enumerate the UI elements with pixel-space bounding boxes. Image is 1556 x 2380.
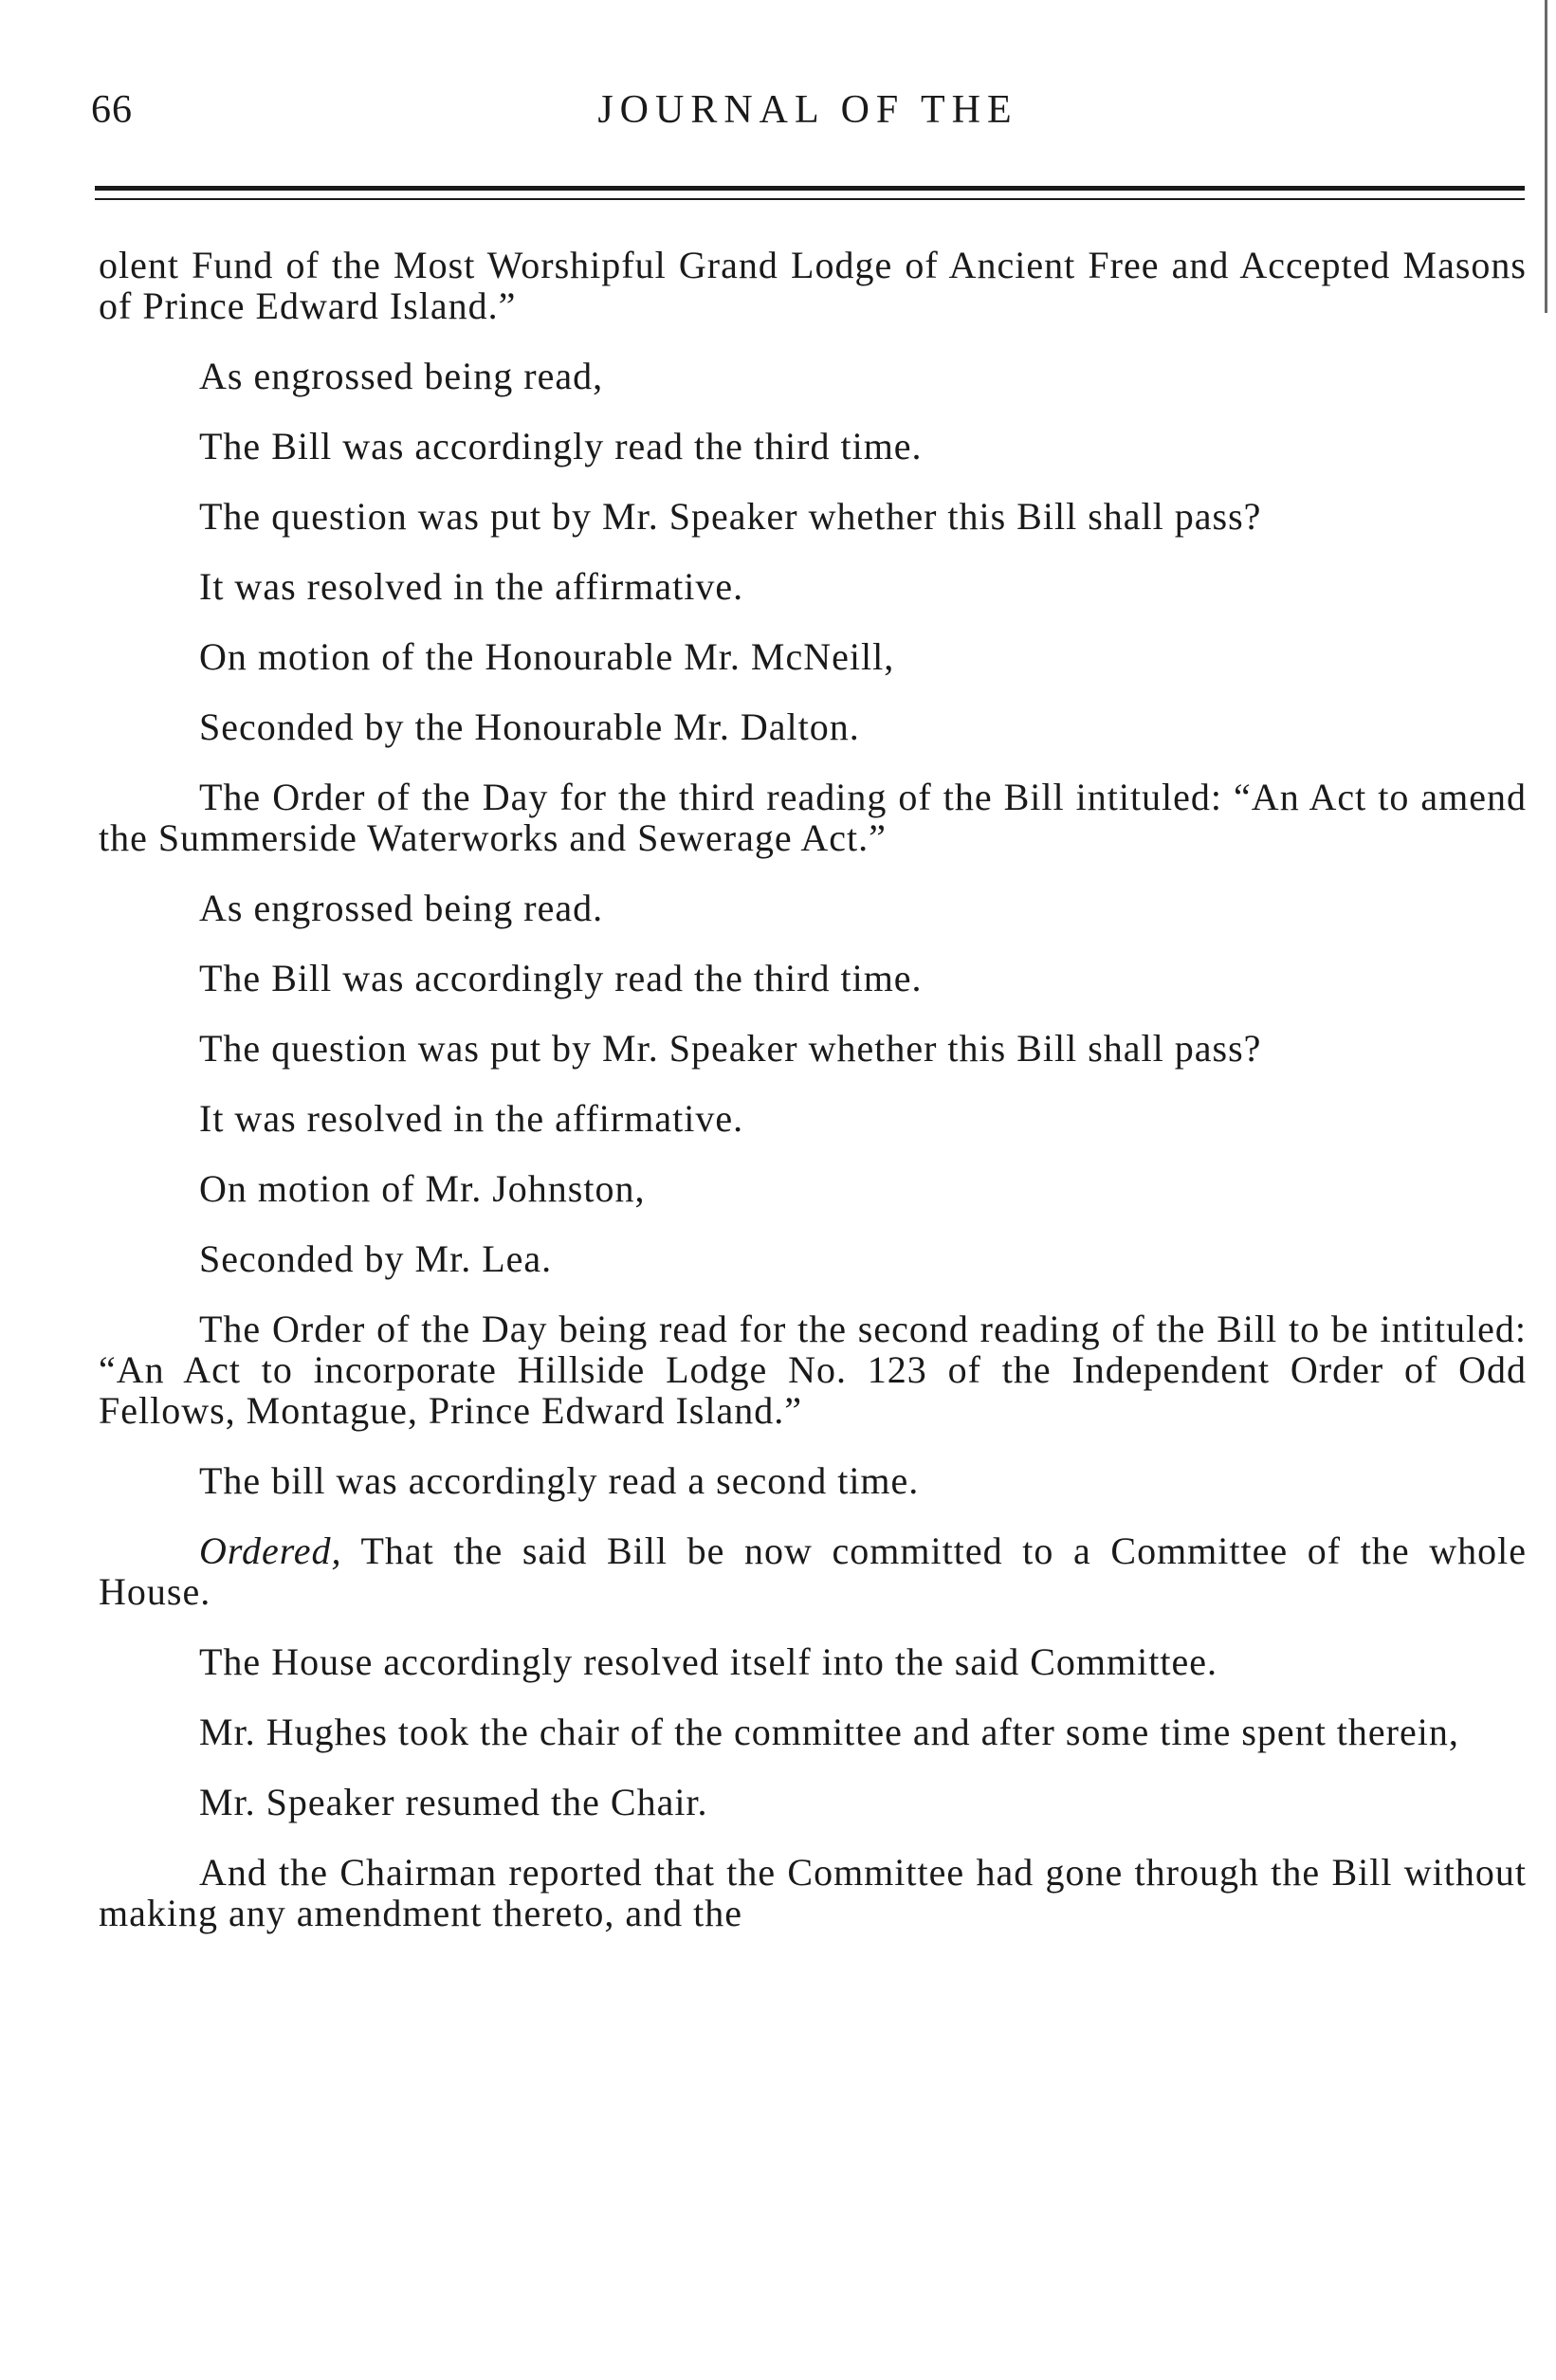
paragraph: The Order of the Day for the third reading of the Bill intituled: “An Act to amend the Summerside Waterworks and Sewerage Act.” [99,776,1527,859]
paragraph: And the Chairman reported that the Committee had gone through the Bill without making any amendment thereto, and the [99,1851,1527,1934]
paragraph: As engrossed being read. [199,887,604,929]
paragraph: The bill was accordingly read a second time. [199,1459,920,1502]
paragraph: The Bill was accordingly read the third time. [199,957,923,999]
page-number: 66 [91,88,133,132]
paragraph: On motion of the Honourable Mr. McNeill, [199,635,895,678]
paragraph-continuation: olent Fund of the Most Worshipful Grand Lodge of Ancient Free and Accepted Masons of Prince Edward Island.” [99,244,1527,327]
paragraph: Seconded by the Honourable Mr. Dalton. [199,705,860,748]
paragraph-ordered: Ordered, That the said Bill be now committed to a Committee of the whole House. [99,1529,1527,1613]
paragraph: On motion of Mr. Johnston, [199,1167,646,1210]
header-rule-thin [95,198,1525,200]
ordered-lead: Ordered, [199,1529,342,1572]
paragraph: Seconded by Mr. Lea. [199,1237,553,1280]
paragraph: The House accordingly resolved itself into the said Committee. [199,1640,1217,1683]
header-rule-thick [95,186,1525,191]
journal-body [99,245,1527,1963]
paragraph: The Bill was accordingly read the third time. [199,425,923,467]
paragraph: It was resolved in the affirmative. [199,565,744,608]
paragraph: Mr. Speaker resumed the Chair. [199,1781,708,1823]
page-header [91,87,1525,144]
paragraph: The question was put by Mr. Speaker whether this Bill shall pass? [199,495,1262,538]
paragraph: It was resolved in the affirmative. [199,1097,744,1140]
paragraph: Mr. Hughes took the chair of the committee and after some time spent therein, [199,1711,1459,1753]
paragraph: The question was put by Mr. Speaker whether this Bill shall pass? [199,1027,1262,1070]
page-edge-shadow [1545,0,1547,313]
running-head: JOURNAL OF THE [597,88,1018,132]
paragraph: The Order of the Day being read for the second reading of the Bill to be intituled: “An Act to incorporate Hillside Lodge No. 123 of the Independent Order of Odd Fellows, Montague, Prince Edward Island.” [99,1308,1527,1432]
paragraph: As engrossed being read, [199,355,604,397]
